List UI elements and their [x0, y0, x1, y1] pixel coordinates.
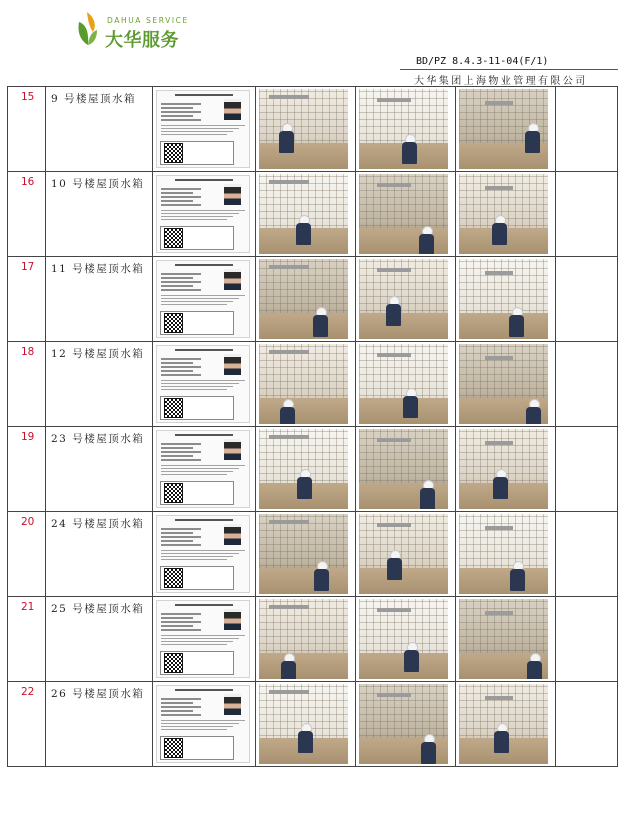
id-photo — [224, 354, 241, 375]
health-certificate-image — [156, 430, 250, 508]
table-row — [8, 427, 618, 512]
row-number: 21 — [21, 601, 35, 613]
health-certificate-image — [156, 685, 250, 763]
water-tank-cleaning-photo — [259, 599, 348, 679]
worker-figure — [493, 469, 508, 499]
empty-cell — [556, 87, 618, 172]
health-certificate-image — [156, 515, 250, 593]
worker-figure — [404, 642, 419, 672]
location-cell — [46, 172, 153, 257]
photo-cell — [256, 257, 356, 342]
id-photo — [224, 269, 241, 290]
worker-figure — [386, 296, 401, 326]
tank-location: 12 号楼屋顶水箱 — [51, 348, 145, 360]
photo-cell — [256, 87, 356, 172]
water-tank-cleaning-photo — [459, 429, 548, 509]
photo-cell — [256, 172, 356, 257]
id-photo — [224, 609, 241, 630]
empty-cell — [556, 342, 618, 427]
empty-cell — [556, 172, 618, 257]
photo-cell — [456, 172, 556, 257]
worker-figure — [494, 723, 509, 753]
table-row — [8, 597, 618, 682]
water-tank-cleaning-photo — [359, 599, 448, 679]
health-certificate-image — [156, 260, 250, 338]
photo-cell — [456, 597, 556, 682]
certificate-cell — [153, 427, 256, 512]
water-tank-cleaning-photo — [359, 514, 448, 594]
worker-figure — [281, 653, 296, 679]
photo-cell — [356, 172, 456, 257]
row-number: 16 — [21, 176, 35, 188]
worker-figure — [387, 550, 402, 580]
document-number: BD/PZ 8.4.3-11-04(F/1) — [416, 56, 549, 67]
qr-code-icon — [164, 738, 183, 758]
water-tank-cleaning-photo — [359, 259, 448, 339]
table-row — [8, 87, 618, 172]
water-tank-cleaning-photo — [459, 514, 548, 594]
worker-figure — [296, 215, 311, 245]
row-number: 19 — [21, 431, 35, 443]
row-number-cell — [8, 257, 46, 342]
water-tank-cleaning-photo — [259, 684, 348, 764]
row-number-cell — [8, 172, 46, 257]
location-cell — [46, 87, 153, 172]
id-photo — [224, 439, 241, 460]
worker-figure — [313, 307, 328, 337]
certificate-cell — [153, 87, 256, 172]
qr-code-icon — [164, 568, 183, 588]
worker-figure — [297, 469, 312, 499]
water-tank-cleaning-photo — [459, 684, 548, 764]
row-number-cell — [8, 342, 46, 427]
row-number-cell — [8, 597, 46, 682]
tank-location: 23 号楼屋顶水箱 — [51, 433, 145, 445]
qr-code-icon — [164, 228, 183, 248]
worker-figure — [509, 307, 524, 337]
logo-english-text: DAHUA SERVICE — [107, 16, 189, 25]
health-certificate-image — [156, 600, 250, 678]
inspection-table — [7, 86, 618, 767]
row-number: 22 — [21, 686, 35, 698]
qr-code-icon — [164, 483, 183, 503]
water-tank-cleaning-photo — [259, 174, 348, 254]
water-tank-cleaning-photo — [359, 89, 448, 169]
empty-cell — [556, 597, 618, 682]
photo-cell — [356, 512, 456, 597]
location-cell — [46, 682, 153, 767]
empty-cell — [556, 427, 618, 512]
tank-location: 26 号楼屋顶水箱 — [51, 688, 145, 700]
water-tank-cleaning-photo — [259, 514, 348, 594]
photo-cell — [456, 342, 556, 427]
tank-location: 10 号楼屋顶水箱 — [51, 178, 145, 190]
photo-cell — [256, 512, 356, 597]
water-tank-cleaning-photo — [459, 259, 548, 339]
dahua-leaf-logo-icon — [76, 12, 98, 46]
company-name: 大华集团上海物业管理有限公司 — [414, 76, 588, 87]
worker-figure — [280, 399, 295, 424]
photo-cell — [356, 342, 456, 427]
worker-figure — [298, 723, 313, 753]
water-tank-cleaning-photo — [359, 344, 448, 424]
worker-figure — [421, 734, 436, 764]
company-logo — [76, 12, 206, 51]
table-row — [8, 512, 618, 597]
photo-cell — [456, 682, 556, 767]
photo-cell — [456, 87, 556, 172]
worker-figure — [525, 123, 540, 153]
row-number-cell — [8, 427, 46, 512]
row-number: 18 — [21, 346, 35, 358]
location-cell — [46, 512, 153, 597]
photo-cell — [356, 682, 456, 767]
table-row — [8, 172, 618, 257]
worker-figure — [420, 480, 435, 509]
worker-figure — [314, 561, 329, 591]
qr-code-icon — [164, 143, 183, 163]
qr-code-icon — [164, 653, 183, 673]
table-row — [8, 342, 618, 427]
worker-figure — [526, 399, 541, 424]
location-cell — [46, 342, 153, 427]
location-cell — [46, 257, 153, 342]
health-certificate-image — [156, 345, 250, 423]
empty-cell — [556, 512, 618, 597]
id-photo — [224, 524, 241, 545]
header-divider — [400, 69, 618, 70]
water-tank-cleaning-photo — [359, 684, 448, 764]
photo-cell — [356, 87, 456, 172]
certificate-cell — [153, 682, 256, 767]
worker-figure — [419, 226, 434, 254]
worker-figure — [402, 134, 417, 164]
worker-figure — [527, 653, 542, 679]
photo-cell — [456, 257, 556, 342]
worker-figure — [492, 215, 507, 245]
id-photo — [224, 99, 241, 120]
photo-cell — [256, 427, 356, 512]
location-cell — [46, 597, 153, 682]
water-tank-cleaning-photo — [359, 429, 448, 509]
photo-cell — [456, 427, 556, 512]
row-number-cell — [8, 682, 46, 767]
tank-location: 11 号楼屋顶水箱 — [51, 263, 145, 275]
photo-cell — [256, 682, 356, 767]
id-photo — [224, 184, 241, 205]
worker-figure — [403, 388, 418, 418]
qr-code-icon — [164, 398, 183, 418]
row-number-cell — [8, 512, 46, 597]
tank-location: 9 号楼屋顶水箱 — [51, 93, 137, 105]
certificate-cell — [153, 512, 256, 597]
empty-cell — [556, 682, 618, 767]
water-tank-cleaning-photo — [259, 429, 348, 509]
photo-cell — [356, 427, 456, 512]
photo-cell — [256, 597, 356, 682]
row-number: 15 — [21, 91, 35, 103]
photo-cell — [256, 342, 356, 427]
location-cell — [46, 427, 153, 512]
table-row — [8, 257, 618, 342]
id-photo — [224, 694, 241, 715]
health-certificate-image — [156, 90, 250, 168]
certificate-cell — [153, 257, 256, 342]
logo-chinese-text: 大华服务 — [105, 30, 179, 51]
certificate-cell — [153, 597, 256, 682]
photo-cell — [356, 597, 456, 682]
row-number: 20 — [21, 516, 35, 528]
qr-code-icon — [164, 313, 183, 333]
photo-cell — [356, 257, 456, 342]
worker-figure — [510, 561, 525, 591]
tank-location: 24 号楼屋顶水箱 — [51, 518, 145, 530]
photo-cell — [456, 512, 556, 597]
water-tank-cleaning-photo — [459, 89, 548, 169]
water-tank-cleaning-photo — [359, 174, 448, 254]
water-tank-cleaning-photo — [259, 89, 348, 169]
tank-location: 25 号楼屋顶水箱 — [51, 603, 145, 615]
table-row — [8, 682, 618, 767]
worker-figure — [279, 123, 294, 153]
water-tank-cleaning-photo — [259, 259, 348, 339]
water-tank-cleaning-photo — [459, 599, 548, 679]
water-tank-cleaning-photo — [459, 174, 548, 254]
water-tank-cleaning-photo — [459, 344, 548, 424]
row-number: 17 — [21, 261, 35, 273]
empty-cell — [556, 257, 618, 342]
water-tank-cleaning-photo — [259, 344, 348, 424]
health-certificate-image — [156, 175, 250, 253]
certificate-cell — [153, 342, 256, 427]
row-number-cell — [8, 87, 46, 172]
certificate-cell — [153, 172, 256, 257]
